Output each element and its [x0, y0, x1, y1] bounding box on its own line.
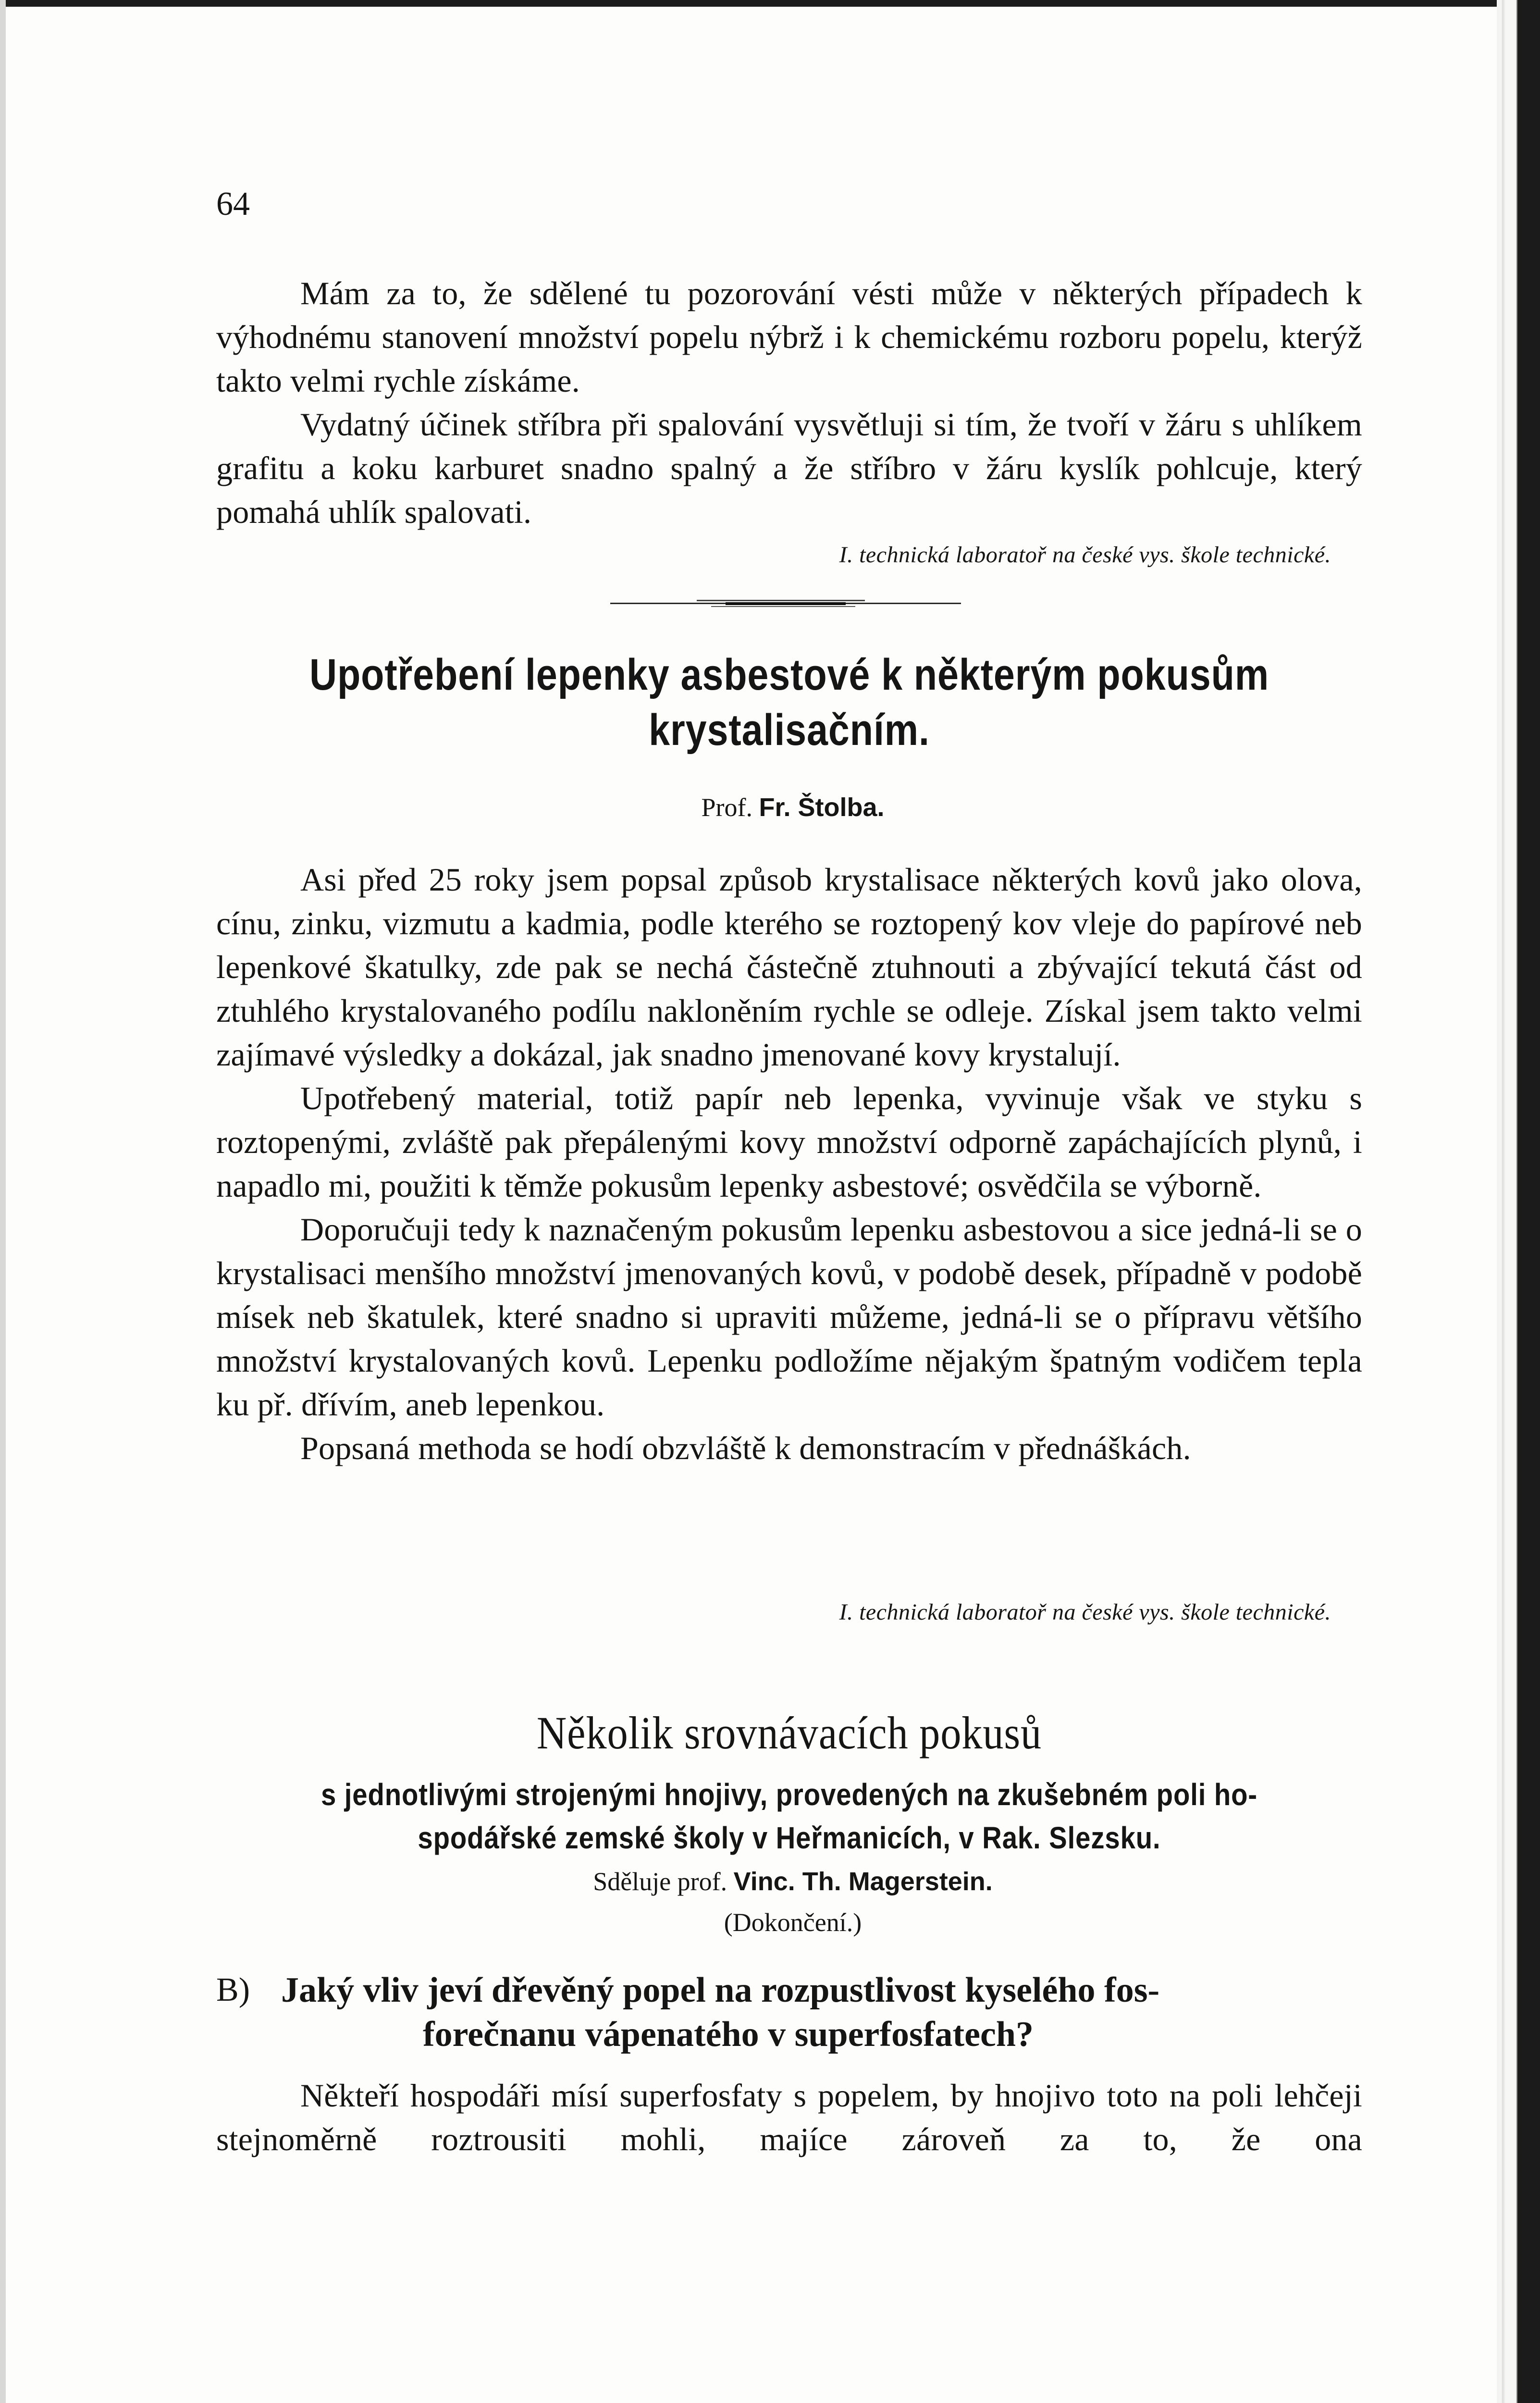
author-prefix: Prof.: [701, 793, 752, 822]
article-subtitle-continued: spodářské zemské školy v Heřmanicích, v Rak. Slezsku.: [418, 1821, 1161, 1855]
article-author-2: [466, 1865, 1120, 1898]
paragraph: Mám za to, že sdělené tu pozorování vésti může v některých případech k výhodnému stanovení množství popelu nýbrž i k chemickému rozboru popelu, kterýž takto velmi rychle získáme.: [216, 275, 1362, 399]
question-heading-continued: forečnanu vápenatého v superfosfatech?: [423, 2015, 1034, 2054]
article-title-2: Několik srovnávacích pokusů: [536, 1707, 1042, 1759]
scan-edge-left: [0, 0, 6, 2403]
section2-signature: I. technická laboratoř na české vys. škole technické.: [839, 1599, 1331, 1625]
continued-note: (Dokončení.): [724, 1908, 862, 1937]
author-name: Vinc. Th. Magerstein.: [733, 1867, 993, 1896]
article-subtitle: s jednotlivými strojenými hnojivy, provedených na zkušebném poli ho-: [320, 1777, 1258, 1812]
article-title: Upotřebení lepenky asbestové k některým pokusům: [309, 650, 1269, 699]
section2-body: [216, 858, 1362, 1470]
paragraph: Vydatný účinek stříbra při spalování vysvětluji si tím, že tvoří v žáru s uhlíkem grafitu a koku karburet snadno spalný a že stříbro v žáru kyslík pohlcuje, který pomahá uhlík spalovati.: [216, 406, 1362, 530]
article-author: [553, 791, 1033, 824]
section3-body: [216, 2074, 1362, 2161]
section1-body: [216, 272, 1362, 534]
separator-rule: [610, 598, 961, 608]
article-title-continued: krystalisačním.: [649, 706, 930, 755]
question-label: B): [216, 1971, 250, 2008]
scan-edge-top: [0, 0, 1540, 7]
author-prefix: Sděluje prof.: [593, 1867, 727, 1896]
author-name: Fr. Štolba.: [759, 793, 885, 822]
paragraph: Upotřebený material, totiž papír neb lepenka, vyvinuje však ve styku s roztopenými, zvláště pak přepálenými kovy množství odporně zapáchajících plynů, i napadlo mi, použiti k těmže pokusům lepenky asbestové; osvědčila se výborně.: [216, 1080, 1362, 1204]
scan-edge-right: [1497, 0, 1540, 2403]
question-heading: Jaký vliv jeví dřevěný popel na rozpustlivost kyselého fos-: [281, 1970, 1160, 2010]
paragraph: Asi před 25 roky jsem popsal způsob krystalisace některých kovů jako olova, cínu, zinku, vizmutu a kadmia, podle kterého se roztopený kov vleje do papírové neb lepenkové škatulky, zde pak se nechá částečně ztuhnouti a zbývající tekutá část od ztuhlého krystalovaného podílu nakloněním rychle se odleje. Získal jsem takto velmi zajímavé výsledky a dokázal, jak snadno jmenované kovy krystalují.: [216, 861, 1362, 1073]
section1-signature: I. technická laboratoř na české vys. škole technické.: [839, 542, 1331, 568]
paragraph: Doporučuji tedy k naznačeným pokusům lepenku asbestovou a sice jedná-li se o krystalisaci menšího množství jmenovaných kovů, v podobě desek, případně v podobě mísek neb škatulek, které snadno si upraviti můžeme, jedná-li se o přípravu většího množství krystalovaných kovů. Lepenku podložíme nějakým špatným vodičem tepla ku př. dřívím, aneb lepenkou.: [216, 1211, 1362, 1423]
paragraph: Někteří hospodáři mísí superfosfaty s popelem, by hnojivo toto na poli lehčeji stejnoměrně roztrousiti mohli, majíce zároveň za to, že ona: [216, 2077, 1362, 2157]
page-number: 64: [216, 186, 250, 223]
paragraph: Popsaná methoda se hodí obzvláště k demonstracím v přednáškách.: [300, 1430, 1191, 1466]
